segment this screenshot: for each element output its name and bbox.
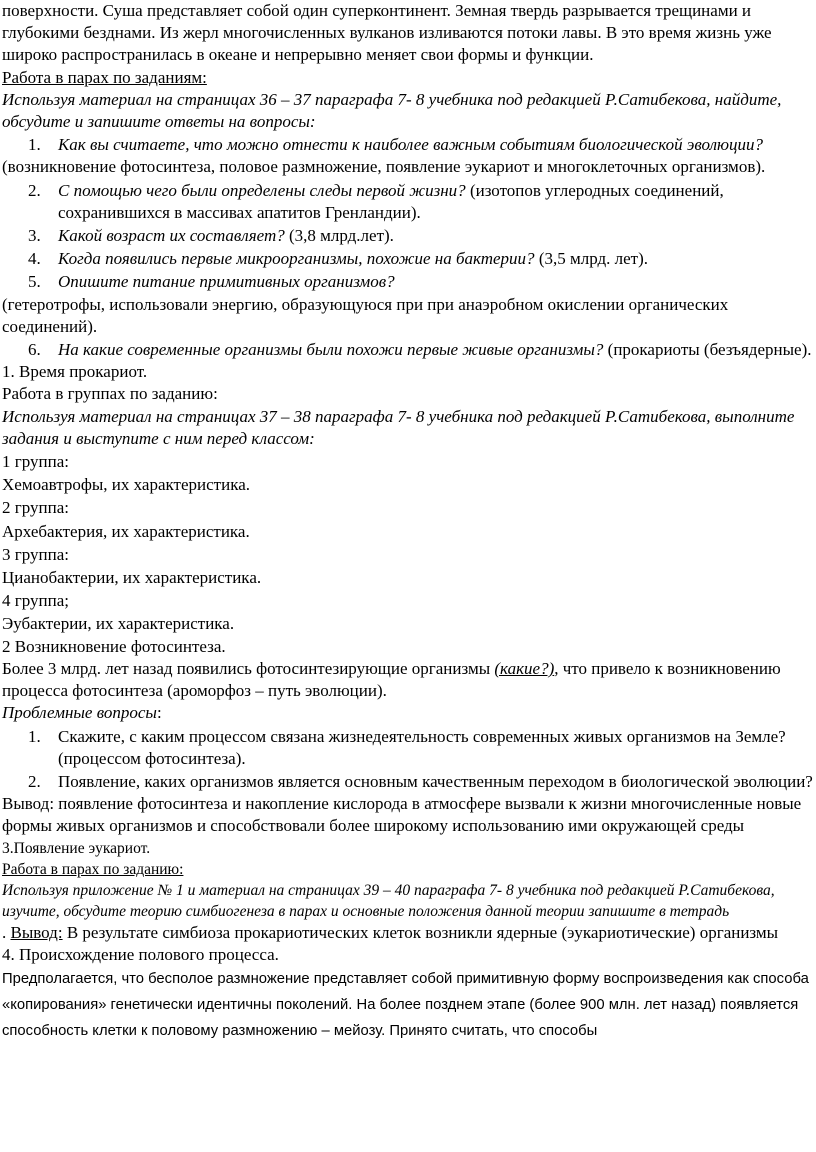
question-item: 4. Когда появились первые микроорганизмы, похожие на бактерии? (3,5 млрд. лет). [28,249,649,269]
conclusion-1: Вывод: появление фотосинтеза и накопление кислорода в атмосфере вызвали к жизни многочисленные новые формы живых организмов и способствовали более широкому использованию ими окружающей среды [2,794,802,836]
group-task: Цианобактерии, их характеристика. [2,568,262,588]
problem-questions-list [2,726,814,794]
pair-work-instruction-2: Используя приложение № 1 и материал на страницах 39 – 40 параграфа 7- 8 учебника под редакцией Р.Сатибекова, изучите, обсудите теорию симбиогенеза в парах и основные положения данной теории запишите в тетрадь [2,881,775,920]
which-organisms-link: (какие?) [494,658,555,678]
section-2-title: 2 Возникновение фотосинтеза. [2,636,226,656]
question-item: 1. Как вы считаете, что можно отнести к наиболее важным событиям биологической эволюции? [28,135,763,155]
group-label: 3 группа: [2,544,69,564]
group-label: 4 группа; [2,591,69,611]
group-task: Архебактерия, их характеристика. [2,521,250,541]
group-label: 1 группа: [2,452,69,472]
question-item: 5. Опишите питание примитивных организмов? [28,272,395,292]
questions-list-part3 [2,339,814,361]
pair-work-heading: Работа в парах по заданиям: [2,67,207,87]
group-work-heading: Работа в группах по заданию: [2,384,218,404]
group-task: Эубактерии, их характеристика. [2,614,235,634]
photosynthesis-paragraph: Более 3 млрд. лет назад появились фотосинтезирующие организмы (какие?), что привело к возникновению процесса фотосинтеза (ароморфоз – путь эволюции). [2,658,781,701]
answer-1: (возникновение фотосинтеза, половое размножение, появление эукариот и многоклеточных организмов). [2,157,766,177]
group-label: 2 группа: [2,498,69,518]
answer-5: (гетеротрофы, использовали энергию, образующуюся при при анаэробном окислении органических соединений). [2,294,729,336]
problem-question-item: 1. Скажите, с каким процессом связана жизнедеятельность современных живых организмов на Земле? (процессом фотосинтеза). [28,726,786,768]
final-paragraph: Предполагается, что бесполое размножение представляет собой примитивную форму воспроизведения как способа «копирования» генетически идентичны поколений. На более позднем этапе (более 900 млн. лет назад) появляется способность клетки к половому размножению – мейозу. Принято считать, что способы [2,970,809,1039]
question-item: 2. С помощью чего были определены следы первой жизни? (изотопов углеродных соединений, сохранившихся в массивах апатитов Гренландии). [28,180,724,222]
conclusion-2-label: Вывод: [10,922,63,942]
intro-paragraph: поверхности. Суша представляет собой один суперконтинент. Земная твердь разрывается трещинами и глубокими безднами. Из жерл многочисленных вулканов изливаются потоки лавы. В это время жизнь уже широко распространилась в океане и непрерывно меняет свои формы и функции. [2,1,772,65]
question-item: 6. На какие современные организмы были похожи первые живые организмы? (прокариоты (безъядерные). [28,340,812,360]
question-item: 3. Какой возраст их составляет? (3,8 млрд.лет). [28,226,394,246]
conclusion-2: . Вывод: В результате симбиоза прокариотических клеток возникли ядерные (эукариотические) организмы [2,922,779,942]
section-4-title: 4. Происхождение полового процесса. [2,944,279,964]
section-1-title: 1. Время прокариот. [2,362,148,382]
group-task: Хемоавтрофы, их характеристика. [2,475,250,495]
problem-question-item: 2. Появление, каких организмов является основным качественным переходом в биологической эволюции? [28,771,813,791]
problem-questions-heading: Проблемные вопросы: [2,703,162,723]
questions-list-part1 [2,134,814,156]
section-3-title: 3.Появление эукариот. [2,839,151,857]
questions-list-part2 [2,180,814,294]
group-work-instruction: Используя материал на страницах 37 – 38 параграфа 7- 8 учебника под редакцией Р.Сатибекова, выполните задания и выступите с ним перед классом: [2,406,795,448]
pair-work-instruction: Используя материал на страницах 36 – 37 параграфа 7- 8 учебника под редакцией Р.Сатибекова, найдите, обсудите и запишите ответы на вопросы: [2,89,782,132]
pair-work-heading-2: Работа в парах по заданию: [2,860,184,878]
